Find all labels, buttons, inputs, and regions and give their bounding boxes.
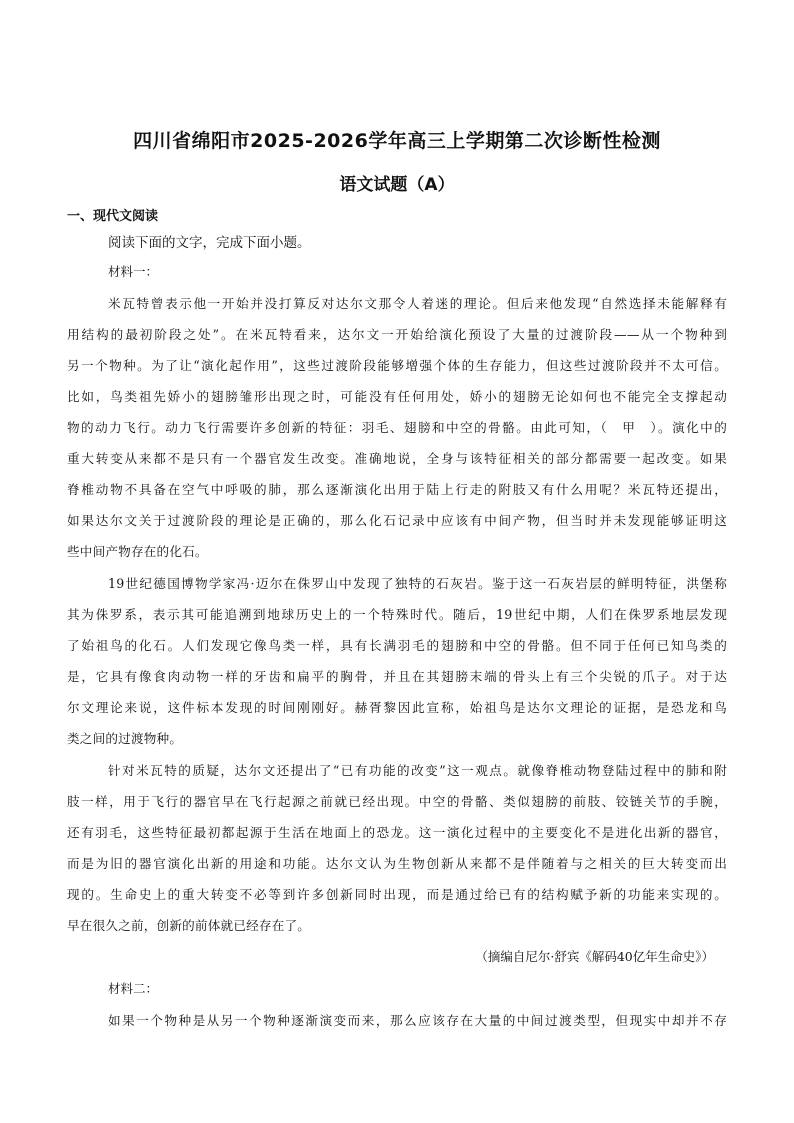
paragraph-line: 米瓦特曾表示他一开始并没打算反对达尔文那令人着迷的理论。但后来他发现“自然选择未能解释有 (108, 296, 727, 311)
paragraph-line: 针对米瓦特的质疑，达尔文还提出了“已有功能的改变”这一观点。就像脊椎动物登陆过程中的肺和附 (108, 763, 727, 778)
paragraph-line: 19世纪德国博物学家冯·迈尔在侏罗山中发现了独特的石灰岩。鉴于这一石灰岩层的鲜明特征，洪堡称 (108, 576, 727, 591)
paragraph-line: 了始祖鸟的化石。人们发现它像鸟类一样，具有长满羽毛的翅膀和中空的骨骼。但不同于任何已知鸟类的 (67, 638, 727, 653)
paragraph-line: 其为侏罗系，表示其可能追溯到地球历史上的一个特殊时代。随后，19世纪中期，人们在侏罗系地层发现 (67, 607, 727, 622)
source-citation: （摘编自尼尔·舒宾《解码40亿年生命史》） (475, 949, 714, 964)
paragraph-line: 脊椎动物不具备在空气中呼吸的肺，那么逐渐演化出用于陆上行走的附肢又有什么用呢？米瓦特还提出， (67, 482, 727, 497)
section-heading: 一、现代文阅读 (67, 209, 159, 224)
paragraph-line: 现的。生命史上的重大转变不必等到许多创新同时出现，而是通过给已有的结构赋予新的功能来实现的。 (67, 887, 727, 902)
paragraph-line: 而是为旧的器官演化出新的用途和功能。达尔文认为生物创新从来都不是伴随着与之相关的巨大转变而出 (67, 856, 727, 871)
paragraph-line: 尔文理论来说，这件标本发现的时间刚刚好。赫胥黎因此宣称，始祖鸟是达尔文理论的证据，是恐龙和鸟 (67, 700, 727, 715)
paragraph-line: 如果达尔文关于过渡阶段的理论是正确的，那么化石记录中应该有中间产物，但当时并未发现能够证明这 (67, 513, 727, 528)
paragraph-line: 早在很久之前，创新的前体就已经存在了。 (67, 918, 311, 933)
paragraph-line: 类之间的过渡物种。 (67, 731, 183, 746)
paragraph-line: 重大转变从来都不是只有一个器官发生改变。准确地说，全身与该特征相关的部分都需要一起改变。如果 (67, 451, 727, 466)
paragraph-line: 另一个物种。为了让“演化起作用”，这些过渡阶段能够增强个体的生存能力，但这些过渡阶段并不太可信。 (67, 358, 727, 373)
paragraph-line: 用结构的最初阶段之处”。在米瓦特看来，达尔文一开始给演化预设了大量的过渡阶段——从一个物种到 (67, 327, 727, 342)
material2-label: 材料二： (108, 981, 159, 996)
paragraph-line: 还有羽毛，这些特征最初都起源于生活在地面上的恐龙。这一演化过程中的主要变化不是进化出新的器官， (67, 825, 727, 840)
document-subtitle: 语文试题（A） (339, 175, 455, 195)
paragraph-line: 是，它具有像食肉动物一样的牙齿和扁平的胸骨，并且在其翅膀末端的骨头上有三个尖锐的爪子。对于达 (67, 669, 727, 684)
document-title: 四川省绵阳市2025-2026学年高三上学期第二次诊断性检测 (133, 130, 661, 152)
material1-label: 材料一： (108, 264, 159, 279)
paragraph-line: 如果一个物种是从另一个物种逐渐演变而来，那么应该存在大量的中间过渡类型，但现实中却并不存 (108, 1013, 727, 1028)
paragraph-line: 物的动力飞行。动力飞行需要许多创新的特征：羽毛、翅膀和中空的骨骼。由此可知，（ 甲 ）。演化中的 (67, 420, 727, 435)
paragraph-line: 些中间产物存在的化石。 (67, 544, 208, 559)
paragraph-line: 比如，鸟类祖先娇小的翅膀雏形出现之时，可能没有任何用处，娇小的翅膀无论如何也不能完全支撑起动 (67, 389, 727, 404)
instruction-text: 阅读下面的文字，完成下面小题。 (108, 235, 311, 251)
paragraph-line: 肢一样，用于飞行的器官早在飞行起源之前就已经出现。中空的骨骼、类似翅膀的前肢、铰链关节的手腕， (67, 794, 727, 809)
